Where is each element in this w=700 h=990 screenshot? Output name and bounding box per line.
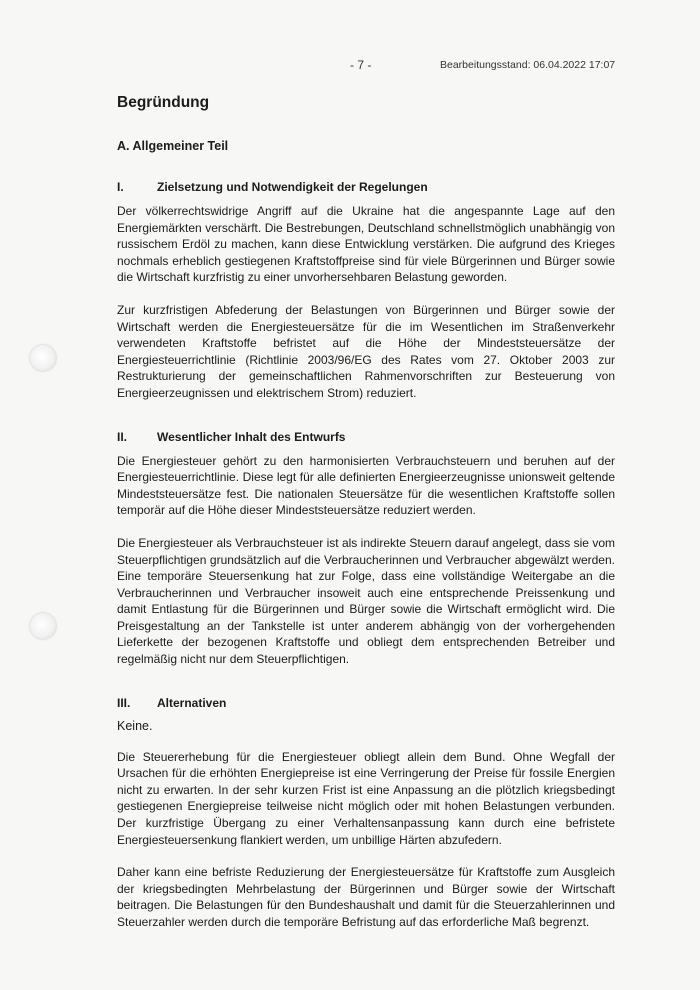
section-heading-3 <box>117 696 615 710</box>
paragraph: Die Energiesteuer gehört zu den harmonisierten Verbrauchsteuern und beruhen auf der Energiesteuerrichtlinie. Diese legt für alle definierten Energieerzeugnisse unionsweit geltende Mindeststeuersätze fest. Die nationalen Steuersätze für die wesentlichen Kraftstoffe sollen temporär auf die Höhe dieser Mindeststeuersätze reduziert werden. <box>117 453 615 518</box>
section-number: III. <box>117 695 131 710</box>
section-heading-2 <box>117 430 615 444</box>
document-title: Begründung <box>117 94 210 111</box>
paragraph: Die Energiesteuer als Verbrauchsteuer ist als indirekte Steuern darauf angelegt, dass sie vom Steuerpflichtigen grundsätzlich auf die Verbraucherinnen und Verbraucher abgewälzt werden. Eine temporäre Steuersenkung hat zur Folge, dass eine vollständige Weitergabe an die Verbraucherinnen und Verbraucher insoweit auch eine entsprechende Preissenkung und damit Entlastung für die Bürgerinnen und Bürger sowie die Wirtschaft ermöglicht wird. Die Preisgestaltung an der Tankstelle ist unter anderem abhängig von der vorhergehenden Lieferkette der bezogenen Kraftstoffe und obliegt dem entsprechenden Betreiber und regelmäßig nicht nur dem Steuerpflichtigen. <box>117 535 615 667</box>
editing-status: Bearbeitungsstand: 06.04.2022 17:07 <box>440 59 616 71</box>
paragraph: Daher kann eine befriste Reduzierung der Energiesteuersätze für Kraftstoffe zum Ausgleich der kriegsbedingten Mehrbelastung der Bürgerinnen und Bürger sowie der Wirtschaft beitragen. Die Belastungen für den Bundeshaushalt und damit für die Steuerzahlerinnen und Steuerzahler werden durch die temporäre Befristung auf das erforderliche Maß begrenzt. <box>117 865 615 929</box>
section-heading-1 <box>117 180 615 194</box>
section-title: Alternativen <box>157 695 227 710</box>
paragraph: Die Steuererhebung für die Energiesteuer obliegt allein dem Bund. Ohne Wegfall der Ursachen für die erhöhten Energiepreise ist eine Verringerung der Preise für fossile Energien nicht zu erwarten. In der sehr kurzen Frist ist eine Anpassung an die plötzlich kriegsbedingt gestiegenen Energiepreise teilweise nicht möglich oder mit hohen Belastungen verbunden. Der kurzfristige Übergang zu einer Verhaltensanpassung kann durch eine befristete Energiesteuersenkung flankiert werden, um unbillige Härten abzufedern. <box>117 749 615 847</box>
document-body <box>117 94 615 947</box>
page-header <box>0 58 700 78</box>
paragraph: Zur kurzfristigen Abfederung der Belastungen von Bürgerinnen und Bürger sowie der Wirtschaft werden die Energiesteuersätze für die im Wesentlichen im Straßenverkehr verwendeten Kraftstoffe befristet auf die Höhe der Mindeststeuersätze der Energiesteuerrichtlinie (Richtlinie 2003/96/EG des Rates vom 27. Oktober 2003 zur Restrukturierung der gemeinschaftlichen Rahmenvorschriften zur Besteuerung von Energieerzeugnissen und elektrischem Strom) reduziert. <box>117 302 615 400</box>
section-title: Zielsetzung und Notwendigkeit der Regelungen <box>157 180 428 194</box>
part-heading: A. Allgemeiner Teil <box>117 139 229 153</box>
section-title: Wesentlicher Inhalt des Entwurfs <box>157 429 346 444</box>
paragraph: Der völkerrechtswidrige Angriff auf die Ukraine hat die angespannte Lage auf den Energiemärkten verschärft. Die Bestrebungen, Deutschland schnellstmöglich unabhängig von russischem Erdöl zu machen, kann diese Entwicklung verstärken. Die aufgrund des Krieges nochmals erheblich gestiegenen Kraftstoffpreise sind für viele Bürgerinnen und Bürger sowie die Wirtschaft kurzfristig zu einer unvorhersehbaren Belastung geworden. <box>117 204 615 285</box>
section-number: I. <box>117 180 124 194</box>
alternatives-lead: Keine. <box>117 718 153 733</box>
section-number: II. <box>117 429 128 444</box>
punch-hole-lower <box>30 613 56 639</box>
punch-hole-upper <box>30 345 56 371</box>
page-number: - 7 - <box>350 58 372 72</box>
